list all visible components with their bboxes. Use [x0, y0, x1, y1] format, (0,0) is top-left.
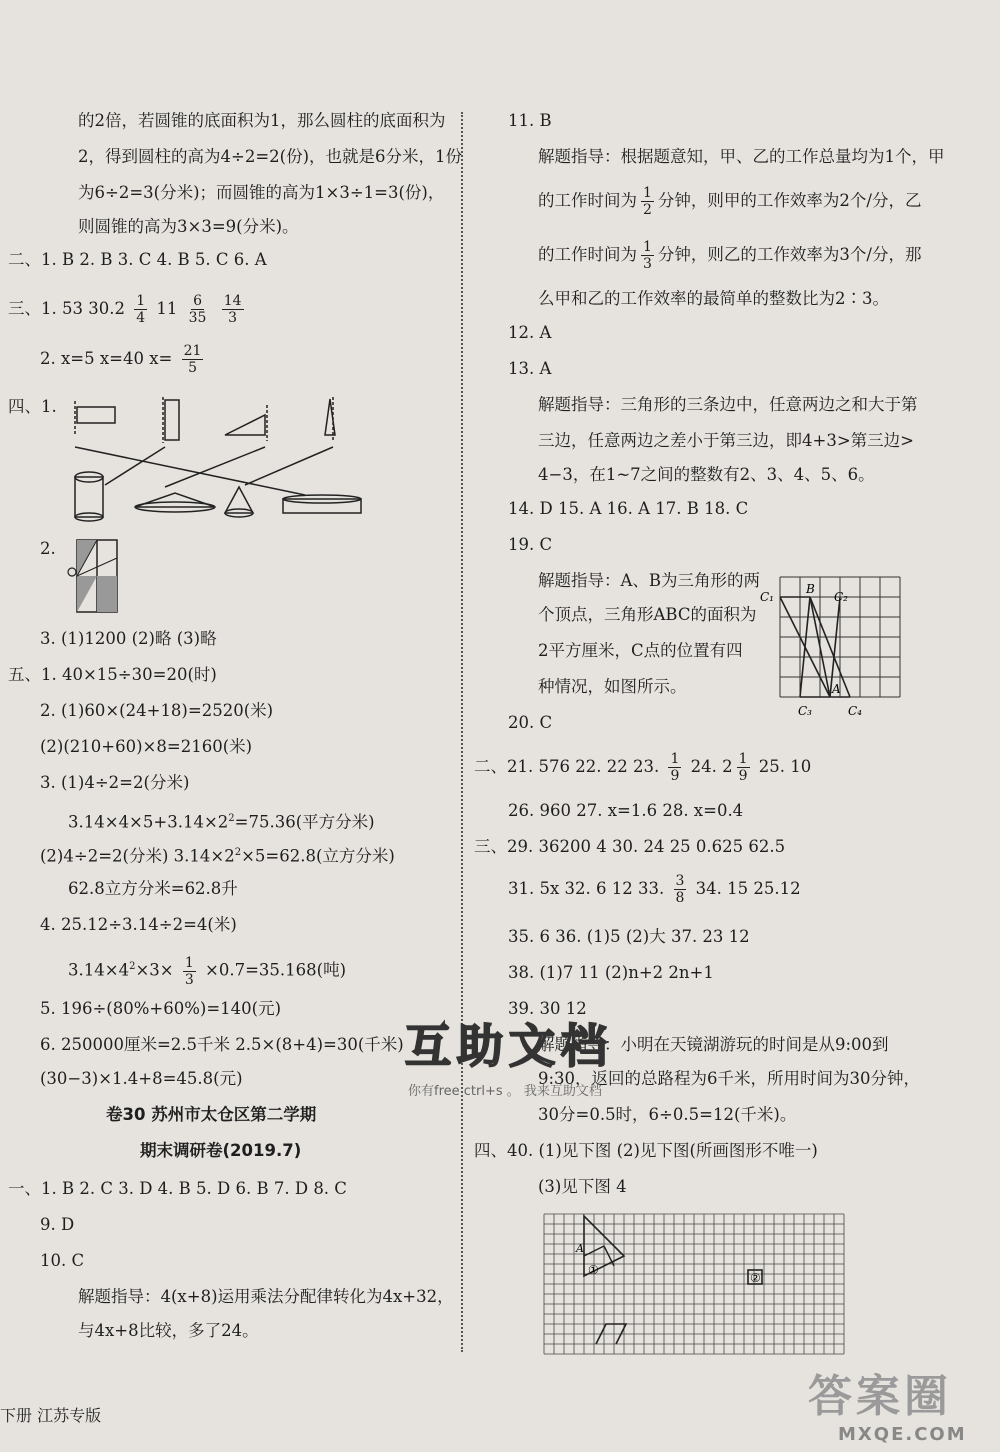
- answer-q38: 38. (1)7 11 (2)n+2 2n+1: [508, 963, 714, 982]
- logo-domain: MXQE.COM: [838, 1424, 967, 1445]
- shaded-square-figure: [63, 538, 123, 613]
- superscript: 2: [129, 961, 136, 972]
- fraction: [641, 239, 654, 272]
- site-logo: [808, 1360, 998, 1450]
- text-part: 二、21. 576 22. 22 23.: [474, 757, 660, 776]
- superscript: 2: [234, 847, 242, 858]
- text-part: 的工作时间为: [538, 245, 637, 264]
- text-part: ×0.7=35.168(吨): [205, 960, 347, 980]
- denominator: 35: [188, 310, 207, 326]
- denominator: 9: [738, 768, 748, 784]
- section-5-q2: 2. (1)60×(24+18)=2520(米): [40, 701, 274, 720]
- answer-q9: 9. D: [40, 1215, 75, 1234]
- fraction: [641, 185, 654, 218]
- label-shape-1: ①: [588, 1263, 599, 1277]
- exam-title-line2: 期末调研卷(2019.7): [140, 1141, 302, 1160]
- fraction: [668, 751, 681, 784]
- text-part: 分钟，则甲的工作效率为2个/分，乙: [657, 191, 922, 210]
- denominator: 4: [136, 310, 146, 326]
- text-part: ×5=62.8(立方分米): [241, 846, 395, 866]
- text-line: 2，得到圆柱的高为4÷2=2(份)，也就是6分米，1份: [78, 147, 463, 166]
- text-line: 为6÷2=3(分米)；而圆锥的高为1×3÷1=3(份)，: [78, 183, 445, 202]
- answer-text: 11: [156, 299, 178, 318]
- logo-title: 答案圈: [808, 1371, 952, 1422]
- section-2-answers: 二、1. B 2. B 3. C 4. B 5. C 6. A: [8, 250, 267, 269]
- text-line: [68, 948, 346, 990]
- triangle-grid-figure: [758, 565, 918, 725]
- text-line: 解题指导：根据题意知，甲、乙的工作总量均为1个，甲: [538, 147, 945, 166]
- fraction: [182, 343, 204, 376]
- fraction: [134, 293, 147, 326]
- text-part: 24. 2: [690, 757, 733, 776]
- text-line: 则圆锥的高为3×3=9(分米)。: [78, 217, 299, 236]
- part-1-answers: 一、1. B 2. C 3. D 4. B 5. D 6. B 7. D 8. C: [8, 1179, 347, 1198]
- text-part: 分钟，则乙的工作效率为3个/分，那: [657, 245, 922, 264]
- fraction: [674, 873, 687, 906]
- text-line: 的2倍，若圆锥的底面积为1，那么圆柱的底面积为: [78, 111, 446, 130]
- numerator: 1: [643, 185, 652, 201]
- text-line: [40, 842, 395, 868]
- part-3-answers: 三、29. 36200 4 30. 24 25 0.625 62.5: [474, 837, 786, 856]
- section-5-q6: 6. 250000厘米=2.5千米 2.5×(8+4)=30(千米): [40, 1035, 404, 1054]
- label-C3: C₃: [798, 704, 812, 718]
- text-line: [538, 182, 921, 220]
- exam-title-line1: 卷30 苏州市太仓区第二学期: [106, 1105, 317, 1124]
- numerator: 1: [738, 751, 748, 767]
- text-line: [68, 808, 375, 834]
- answer-q10: 10. C: [40, 1251, 85, 1270]
- answer-q19: 19. C: [508, 535, 553, 554]
- answers-q35-37: 35. 6 36. (1)5 (2)大 37. 23 12: [508, 927, 750, 946]
- answer-text: 2. x=5 x=40 x=: [40, 349, 173, 368]
- answer-q20: 20. C: [508, 713, 553, 732]
- denominator: 2: [643, 202, 652, 218]
- text-part: 3.14×4×5+3.14×2: [68, 812, 229, 832]
- section-4-label: 四、1.: [8, 397, 57, 416]
- text-part: (2)4÷2=2(分米) 3.14×2: [40, 846, 235, 866]
- text-line: (2)(210+60)×8=2160(米): [40, 737, 253, 756]
- numerator: 1: [643, 239, 652, 255]
- text-line: 62.8立方分米=62.8升: [68, 879, 238, 898]
- section-5-q4: 4. 25.12÷3.14÷2=4(米): [40, 915, 237, 934]
- text-line: 解题指导：三角形的三条边中，任意两边之和大于第: [538, 395, 918, 414]
- text-part: =75.36(平方分米): [234, 812, 375, 832]
- text-line: 2平方厘米，C点的位置有四: [538, 641, 743, 660]
- part-4-answers: 四、40. (1)见下图 (2)见下图(所画图形不唯一): [474, 1141, 818, 1160]
- denominator: 9: [670, 768, 680, 784]
- text-line: 个顶点，三角形ABC的面积为: [538, 605, 757, 624]
- label-C4: C₄: [848, 704, 862, 718]
- text-part: 3.14×4: [68, 960, 130, 980]
- text-line: 30分=0.5时，6÷0.5=12(千米)。: [538, 1105, 797, 1124]
- text-line: 与4x+8比较，多了24。: [78, 1321, 259, 1340]
- answer-q13: 13. A: [508, 359, 552, 378]
- section-5-q3: 3. (1)4÷2=2(分米): [40, 773, 190, 792]
- numerator: 1: [670, 751, 680, 767]
- text-part: 34. 15 25.12: [695, 879, 801, 898]
- text-line: 9:30，返回的总路程为6千米，所用时间为30分钟，: [538, 1069, 921, 1088]
- text-line: 三边，任意两边之差小于第三边，即4+3>第三边>: [538, 431, 914, 450]
- fraction: [222, 293, 244, 326]
- fraction: [183, 955, 196, 988]
- denominator: 5: [188, 360, 197, 376]
- text-line: 解题指导：A、B为三角形的两: [538, 571, 761, 590]
- answers-q26-28: 26. 960 27. x=1.6 28. x=0.4: [508, 801, 744, 820]
- text-line: (3)见下图 4: [538, 1177, 627, 1196]
- label-A: A: [576, 1242, 584, 1255]
- section-3-q1: [8, 290, 248, 328]
- text-part: 31. 5x 32. 6 12 33.: [508, 879, 665, 898]
- label-A: A: [832, 682, 841, 696]
- text-line: (30−3)×1.4+8=45.8(元): [40, 1069, 243, 1088]
- section-5-q5: 5. 196÷(80%+60%)=140(元): [40, 999, 282, 1018]
- numerator: 6: [193, 293, 203, 309]
- answer-q11: 11. B: [508, 111, 552, 130]
- fraction: [187, 293, 209, 326]
- section-4-q3: 3. (1)1200 (2)略 (3)略: [40, 629, 217, 648]
- label-B: B: [806, 582, 815, 596]
- text-line: 解题指导：4(x+8)运用乘法分配律转化为4x+32，: [78, 1287, 454, 1306]
- label-shape-2: ②: [750, 1271, 761, 1285]
- superscript: 2: [228, 813, 235, 824]
- label-C1: C₁: [760, 590, 774, 604]
- part-2-answers: [474, 748, 811, 786]
- answer-text: 三、1. 53 30.2: [8, 299, 125, 318]
- numerator: 1: [136, 293, 146, 309]
- section-5-q1: 五、1. 40×15÷30=20(时): [8, 665, 217, 684]
- answer-q39: 39. 30 12: [508, 999, 587, 1018]
- text-part: ×3×: [135, 960, 174, 980]
- numerator: 14: [223, 293, 242, 309]
- text-part: 25. 10: [758, 757, 812, 776]
- label-C2: C₂: [834, 590, 848, 604]
- denominator: 3: [184, 971, 194, 988]
- drawing-grid-figure: [540, 1212, 854, 1360]
- numerator: 3: [675, 873, 685, 889]
- fraction: [737, 751, 750, 784]
- watermark-text: 互助文档: [405, 1019, 613, 1073]
- text-line: 么甲和乙的工作效率的最简单的整数比为2∶3。: [538, 289, 889, 308]
- denominator: 8: [675, 890, 685, 906]
- text-line: [538, 236, 921, 274]
- section-3-q2: [40, 340, 207, 378]
- answers-q31-34: [508, 870, 801, 908]
- watermark-subtext: 你有free ctrl+s 。 我来互助文档: [408, 1084, 602, 1099]
- answer-q12: 12. A: [508, 323, 552, 342]
- answers-q14-18: 14. D 15. A 16. A 17. B 18. C: [508, 499, 749, 518]
- section-4-q2-label: 2.: [40, 539, 56, 558]
- matching-figure: [65, 395, 365, 520]
- text-line: 种情况，如图所示。: [538, 677, 687, 696]
- text-part: 的工作时间为: [538, 191, 637, 210]
- footer-edition: 下册 江苏专版: [0, 1406, 102, 1425]
- column-divider: [461, 112, 463, 1352]
- numerator: 1: [184, 954, 194, 971]
- denominator: 3: [643, 256, 652, 272]
- numerator: 21: [183, 343, 202, 359]
- text-line: 解题指导：小明在天镜湖游玩的时间是从9:00到: [538, 1035, 889, 1054]
- denominator: 3: [228, 310, 238, 326]
- text-line: 4−3，在1~7之间的整数有2、3、4、5、6。: [538, 465, 875, 484]
